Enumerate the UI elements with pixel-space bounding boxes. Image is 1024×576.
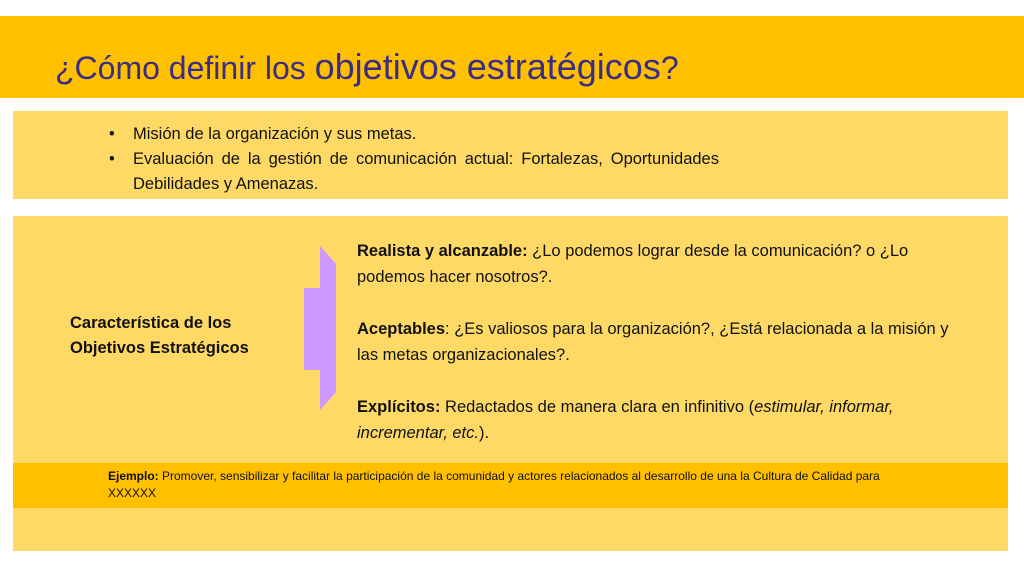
detail-term: Aceptables [357, 320, 446, 338]
detail-explicitos [357, 394, 967, 446]
bullet-text: Evaluación de la gestión de comunicación actual: Fortalezas, Oportunidades Debilidades y Amenazas. [133, 150, 719, 193]
example-text [108, 468, 928, 502]
detail-realista [357, 238, 967, 290]
detail-term: Explícitos: [357, 398, 441, 416]
bullet-item [107, 122, 719, 147]
title-part-1: ¿Cómo definir los [55, 50, 315, 86]
slide-title [55, 46, 679, 88]
title-part-2: objetivos estratégicos [314, 46, 661, 87]
title-part-3: ? [660, 50, 679, 86]
bullet-item [107, 147, 719, 197]
detail-term: Realista y alcanzable: [357, 242, 528, 260]
example-term: Ejemplo: [108, 469, 159, 483]
detail-description: ¿Lo podemos lograr desde la comunicación? o ¿Lo podemos hacer nosotros?. [357, 242, 909, 286]
characteristics-details [357, 238, 967, 446]
bullet-list [107, 122, 719, 197]
bullet-marker: • [109, 150, 115, 168]
detail-italic-examples: estimular, informar, incrementar, etc. [357, 398, 894, 442]
detail-text: Redactados de manera clara en infinitivo ( [440, 398, 755, 416]
detail-description: : ¿Es valiosos para la organización?, ¿Está relacionada a la misión y las metas organizacionales?. [357, 320, 949, 364]
detail-aceptables [357, 316, 967, 368]
characteristics-label: Característica de los Objetivos Estratégicos [70, 314, 249, 357]
bullet-text: Misión de la organización y sus metas. [133, 125, 417, 143]
example-body: Promover, sensibilizar y facilitar la participación de la comunidad y actores relacionados al desarrollo de una la Cultura de Calidad para XXXXXX [108, 469, 880, 500]
bullet-marker: • [109, 125, 115, 143]
arrow-shape [304, 246, 336, 410]
detail-text-end: ). [478, 424, 490, 442]
chevron-right-arrow-icon [304, 246, 336, 410]
